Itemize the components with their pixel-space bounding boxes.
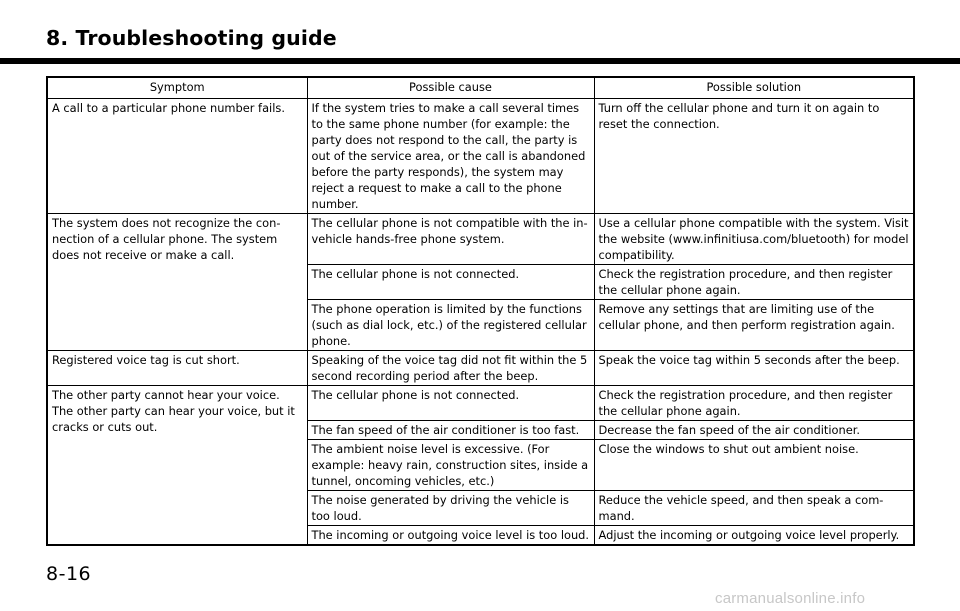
cause-cell: The fan speed of the air conditioner is too fast. [307,421,594,440]
solution-cell: Reduce the vehicle speed, and then speak a command. [594,491,914,526]
solution-cell: Check the registration procedure, and then register the cellular phone again. [594,265,914,300]
cause-cell: The incoming or outgoing voice level is too loud. [307,526,594,546]
column-header-solution: Possible solution [594,77,914,99]
table-row [47,214,914,265]
cause-cell: The noise generated by driving the vehicle is too loud. [307,491,594,526]
column-header-cause: Possible cause [307,77,594,99]
solution-cell: Check the registration procedure, and then register the cellular phone again. [594,386,914,421]
solution-cell: Remove any settings that are limiting use of the cellular phone, and then perform registration again. [594,300,914,351]
solution-cell: Turn off the cellular phone and turn it on again to reset the connection. [594,99,914,214]
cause-cell: The phone operation is limited by the functions (such as dial lock, etc.) of the registered cellular phone. [307,300,594,351]
symptom-cell: The system does not recognize the connection of a cellular phone. The system does not receive or make a call. [47,214,307,351]
solution-cell: Speak the voice tag within 5 seconds after the beep. [594,351,914,386]
cause-cell: The ambient noise level is excessive. (For example: heavy rain, construction sites, inside a tunnel, oncoming vehicles, etc.) [307,440,594,491]
column-header-symptom: Symptom [47,77,307,99]
page-number: 8-16 [46,563,92,585]
cause-cell: The cellular phone is not connected. [307,386,594,421]
solution-cell: Use a cellular phone compatible with the system. Visit the website (www.infinitiusa.com/bluetooth) for model compatibility. [594,214,914,265]
watermark-text: carmanualsonline.info [715,590,866,607]
symptom-cell: The other party cannot hear your voice. The other party can hear your voice, but it cracks or cuts out. [47,386,307,546]
symptom-cell: A call to a particular phone number fails. [47,99,307,214]
symptom-cell: Registered voice tag is cut short. [47,351,307,386]
cause-cell: The cellular phone is not compatible with the invehicle hands-free phone system. [307,214,594,265]
table-row [47,99,914,214]
table-row [47,386,914,421]
solution-cell: Decrease the fan speed of the air conditioner. [594,421,914,440]
page-title: 8. Troubleshooting guide [46,26,337,50]
solution-cell: Close the windows to shut out ambient noise. [594,440,914,491]
table-header-row [47,77,914,99]
solution-cell: Adjust the incoming or outgoing voice level properly. [594,526,914,546]
title-rule [0,58,960,64]
table-row [47,351,914,386]
cause-cell: The cellular phone is not connected. [307,265,594,300]
cause-cell: If the system tries to make a call several times to the same phone number (for example: the party does not respond to the call, the party is out of the service area, or the call is abandoned before the party responds), the system may reject a request to make a call to the phone number. [307,99,594,214]
cause-cell: Speaking of the voice tag did not fit within the 5 second recording period after the beep. [307,351,594,386]
troubleshooting-table [46,76,915,546]
